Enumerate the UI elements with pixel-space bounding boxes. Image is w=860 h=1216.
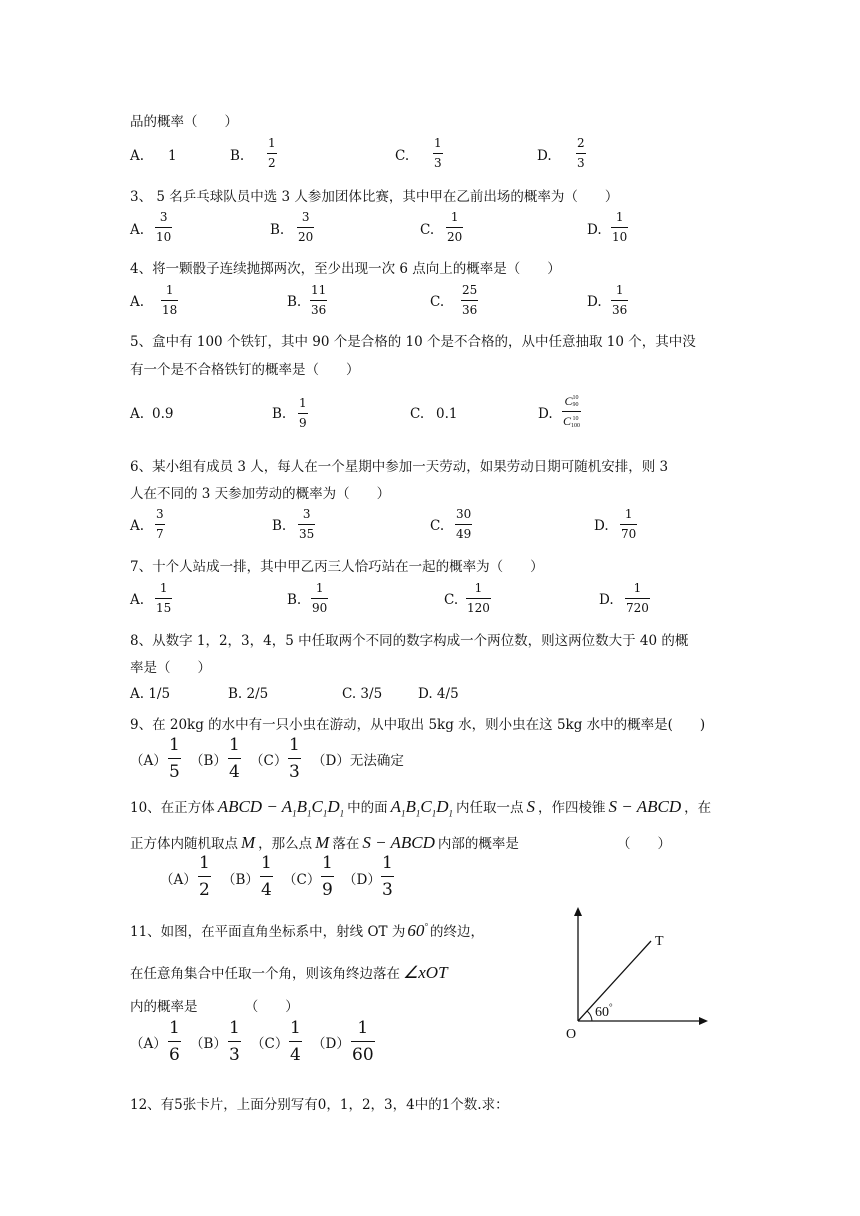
q10-line1: 10、在正方体 ABCD − $A_1B_1C_1D_1$ 中的面 $A_1B_1C_1D_1$ 内任取一点 S ，作四棱锥 S − ABCD ，在 (130, 797, 712, 819)
q2-stem: 品的概率（ ） (130, 114, 238, 130)
q3-option-c-label: C. (420, 222, 435, 238)
q3-option-a-label: A. (130, 222, 145, 238)
q5-option-b-label: B. (272, 406, 287, 422)
q7-option-b-fraction: 1 90 (312, 581, 328, 615)
q7-option-c-label: C. (444, 592, 459, 608)
q11-line2: 在任意角集合中任取一个角，则该角终边落在 ∠xOT (130, 963, 448, 982)
q2-option-b-label: B. (230, 148, 245, 164)
q2-option-c-label: C. (395, 148, 410, 164)
q9-option-b-fraction: 1 4 (229, 735, 240, 782)
y-axis-arrow (574, 907, 582, 916)
q8-stem-line1: 8、从数字 1，2，3，4，5 中任取两个不同的数字构成一个两位数，则这两位数大于 40 的概 (130, 633, 689, 649)
q7-option-a-fraction: 1 15 (156, 581, 172, 615)
q6-option-a-fraction: 3 7 (156, 507, 164, 541)
q11-angle-math: 60° (407, 921, 428, 940)
q11-line3: 内的概率是 （ ） (130, 999, 299, 1015)
q3-option-b-label: B. (270, 222, 285, 238)
q6-stem-line1: 6、某小组有成员 3 人，每人在一个星期中参加一天劳动，如果劳动日期可随机安排，则 3 (130, 459, 669, 475)
q10-option-d-fraction: 1 3 (382, 853, 393, 900)
q11-line1: 11、如图，在平面直角坐标系中，射线 OT 为 60° 的终边， (130, 921, 484, 940)
q10-option-a-label: （A） (160, 872, 197, 888)
q9-option-a-label: （A） (130, 753, 167, 769)
angle-label: 60° (595, 1002, 613, 1020)
label-o: O (566, 1027, 577, 1042)
q5-stem-line2: 有一个是不合格铁钉的概率是（ ） (130, 362, 360, 378)
q2-option-d-fraction: 2 3 (577, 136, 585, 170)
q3-option-c-fraction: 1 20 (447, 210, 463, 244)
q3-option-d-label: D. (587, 222, 602, 238)
q4-option-b-fraction: 11 36 (311, 283, 327, 317)
angle-figure (555, 905, 715, 1045)
q10-option-c-label: （C） (283, 872, 321, 888)
q2-option-c-fraction: 1 3 (434, 136, 442, 170)
q10-option-a-fraction: 1 2 (199, 853, 210, 900)
q10-option-b-fraction: 1 4 (261, 853, 272, 900)
q5-option-d-label: D. (538, 406, 553, 422)
q8-option-c: C. 3/5 (342, 686, 383, 702)
q11-option-d-label: （D） (312, 1036, 350, 1052)
q4-option-a-label: A. (130, 294, 145, 310)
q10-math-face: $A_1B_1C_1D_1$ (390, 797, 454, 819)
q4-option-c-label: C. (430, 294, 445, 310)
q11-option-c-fraction: 1 4 (290, 1018, 301, 1065)
angle-arc (587, 1011, 592, 1021)
q8-option-d: D. 4/5 (418, 686, 459, 702)
q4-option-c-fraction: 25 36 (462, 283, 478, 317)
q2-option-d-label: D. (537, 148, 552, 164)
q5-stem-line1: 5、盒中有 100 个铁钉，其中 90 个是合格的 10 个是不合格的，从中任意抽取 10 个，其中没 (130, 334, 696, 350)
q5-option-b-fraction: 1 9 (299, 396, 307, 430)
q6-option-c-label: C. (430, 518, 445, 534)
q3-option-d-fraction: 1 10 (612, 210, 628, 244)
q6-option-b-fraction: 3 35 (299, 507, 315, 541)
q7-option-d-fraction: 1 720 (626, 581, 649, 615)
q11-option-c-label: （C） (251, 1036, 289, 1052)
q11-option-b-fraction: 1 3 (229, 1018, 240, 1065)
q9-option-c-label: （C） (250, 753, 288, 769)
q11-option-a-label: （A） (130, 1036, 167, 1052)
q10-option-c-fraction: 1 9 (322, 853, 333, 900)
q2-option-a-label: A. (130, 148, 145, 164)
q5-option-a-label: A. (130, 406, 145, 422)
q12-stem: 12、有5张卡片，上面分别写有0，1，2，3，4中的1个数.求： (130, 1097, 509, 1113)
q7-option-a-label: A. (130, 592, 145, 608)
label-t: T (655, 934, 664, 949)
q7-stem: 7、十个人站成一排，其中甲乙丙三人恰巧站在一起的概率为（ ） (130, 559, 544, 575)
q11-option-d-fraction: 1 60 (352, 1018, 374, 1065)
q11-option-a-fraction: 1 6 (169, 1018, 180, 1065)
q9-stem: 9、在 20kg 的水中有一只小虫在游动，从中取出 5kg 水，则小虫在这 5kg 水中的概率是( ) (130, 717, 706, 733)
q9-option-c-fraction: 1 3 (289, 735, 300, 782)
q5-option-c-label: C. (410, 406, 425, 422)
q8-option-a: A. 1/5 (130, 686, 171, 702)
q6-stem-line2: 人在不同的 3 天参加劳动的概率为（ ） (130, 486, 391, 502)
q10-math-cube: ABCD − $A_1B_1C_1D_1$ (217, 797, 345, 819)
q9-option-a-fraction: 1 5 (169, 735, 180, 782)
q5-option-d-fraction: C 10 90 C 10 100 (563, 394, 581, 429)
q7-option-c-fraction: 1 120 (467, 581, 490, 615)
q6-option-d-label: D. (594, 518, 609, 534)
q6-option-a-label: A. (130, 518, 145, 534)
q4-stem: 4、将一颗骰子连续抛掷两次，至少出现一次 6 点向上的概率是（ ） (130, 261, 561, 277)
q3-option-b-fraction: 3 20 (298, 210, 314, 244)
q10-option-d-label: （D） (343, 872, 381, 888)
q6-option-b-label: B. (272, 518, 287, 534)
q7-option-d-label: D. (599, 592, 614, 608)
q4-option-a-fraction: 1 18 (162, 283, 178, 317)
q2-option-a-value: 1 (168, 148, 177, 164)
q5-option-c-value: 0.1 (436, 406, 458, 422)
x-axis-arrow (699, 1017, 708, 1025)
q11-option-b-label: （B） (190, 1036, 227, 1052)
q5-option-a-value: 0.9 (152, 406, 174, 422)
q10-line2: 正方体内随机取点 M ，那么点 M 落在 S − ABCD 内部的概率是 (130, 833, 519, 852)
q4-option-d-label: D. (587, 294, 602, 310)
q6-option-d-fraction: 1 70 (621, 507, 637, 541)
q10-answer-paren: （ ） (617, 836, 671, 852)
q4-option-b-label: B. (287, 294, 302, 310)
ray-ot (578, 941, 651, 1021)
q3-stem: 3、 5 名乒乓球队员中选 3 人参加团体比赛，其中甲在乙前出场的概率为（ ） (130, 189, 619, 205)
q2-option-b-fraction: 1 2 (268, 136, 276, 170)
q8-option-b: B. 2/5 (228, 686, 269, 702)
q6-option-c-fraction: 30 49 (456, 507, 472, 541)
q10-option-b-label: （B） (222, 872, 259, 888)
q8-stem-line2: 率是（ ） (130, 660, 211, 676)
q9-option-d: （D）无法确定 (312, 753, 404, 769)
q3-option-a-fraction: 3 10 (156, 210, 172, 244)
q4-option-d-fraction: 1 36 (612, 283, 628, 317)
q7-option-b-label: B. (287, 592, 302, 608)
q9-option-b-label: （B） (190, 753, 227, 769)
